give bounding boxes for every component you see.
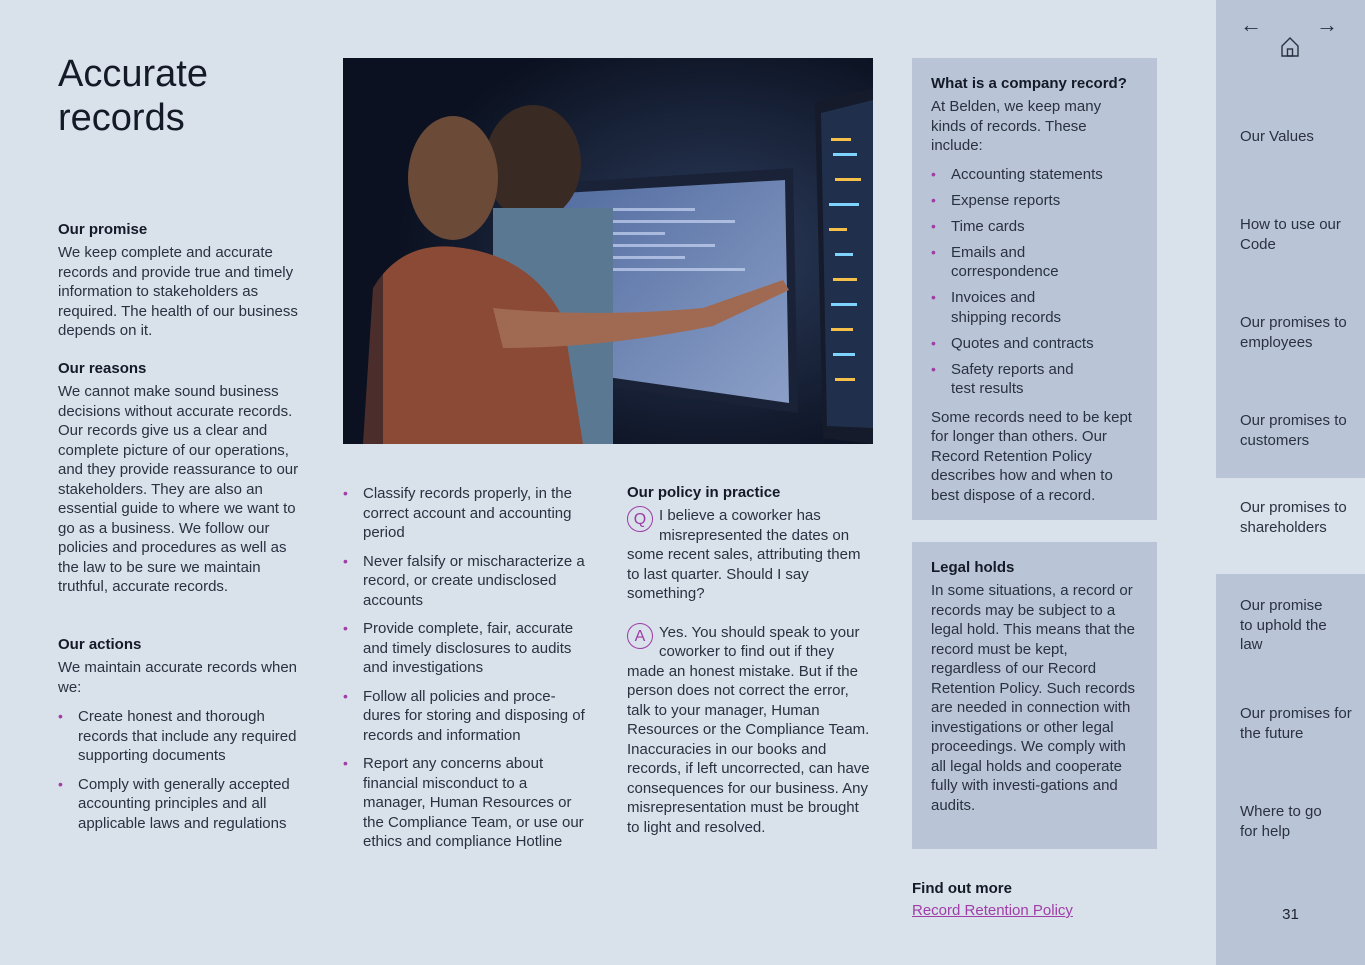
list-item: • Report any concerns about financial misconduct to a manager, Human Resources or the Compliance Team, or use our ethics and compliance Hotline [343, 754, 593, 852]
company-record-outro: Some records need to be kept for longer than others. Our Record Retention Policy describes how and when to best dispose of a record. [931, 408, 1132, 504]
sidebar-item-label: Our promise to uphold the law [1240, 597, 1327, 653]
list-item: • Emails and correspondence [931, 243, 1138, 282]
actions-list [58, 707, 310, 833]
find-out-more-heading: Find out more [912, 880, 1012, 897]
sidebar-item-promises-future[interactable] [1216, 704, 1365, 743]
sidebar-item-our-values[interactable] [1216, 127, 1365, 147]
answer-text: Yes. You should speak to your coworker to find out if they made an honest mistake. But if the person does not correct the error, talk to your manager, Human Resources or the Compliance Team. Inaccuracies in our books and records, if left uncorrected, can have consequences for our business. Any misrepresentation must be brought to light and resolved. [627, 623, 870, 836]
sidebar-item-label: Where to go for help [1240, 803, 1322, 840]
sidebar-item-label: Our promises to employees [1240, 314, 1347, 351]
list-item: • Expense reports [931, 191, 1138, 211]
list-item: • Classify records properly, in the correct account and accounting period [343, 484, 593, 543]
policy-practice-section [627, 483, 873, 837]
company-record-intro: At Belden, we keep many kinds of records. These include: [931, 98, 1102, 154]
promise-text: We keep complete and accurate records and provide true and timely information to stakeholders as required. The health of our business depends on it. [58, 244, 298, 339]
sidebar-item-promises-employees[interactable] [1216, 313, 1365, 352]
list-item: • Accounting statements [931, 165, 1138, 185]
page-title-line2: records [58, 97, 185, 139]
list-item: • Quotes and contracts [931, 334, 1138, 354]
list-item: • Provide complete, fair, accurate and timely disclosures to audits and investigations [343, 619, 593, 678]
sidebar-item-label: Our Values [1240, 128, 1314, 145]
actions-list-continued-section [343, 484, 593, 852]
sidebar-item-label: Our promises for the future [1240, 705, 1352, 742]
question-block [627, 506, 873, 604]
policy-practice-heading: Our policy in practice [627, 484, 781, 501]
home-icon-shape [1280, 36, 1300, 58]
find-out-more-section [912, 879, 1157, 920]
back-arrow-icon[interactable]: ← [1240, 12, 1262, 37]
page-title [58, 52, 208, 140]
sidebar-item-label: Our promises to shareholders [1240, 499, 1347, 536]
company-record-heading: What is a company record? [931, 75, 1127, 92]
actions-heading: Our actions [58, 636, 142, 653]
legal-holds-heading: Legal holds [931, 559, 1015, 576]
promise-heading: Our promise [58, 221, 148, 238]
sidebar-item-promises-customers[interactable] [1216, 411, 1365, 450]
home-icon[interactable] [1280, 36, 1300, 63]
actions-section [58, 635, 310, 833]
reasons-heading: Our reasons [58, 360, 147, 377]
list-item: • Create honest and thorough records that include any required supporting documents [58, 707, 310, 766]
list-item: • Follow all policies and proce-dures for storing and disposing of records and information [343, 687, 593, 746]
answer-block [627, 623, 873, 838]
sidebar-item-where-to-go-for-help[interactable] [1216, 802, 1365, 841]
page-number: 31 [1282, 906, 1299, 923]
question-text: I believe a coworker has misrepresented the dates on some recent sales, attributing them to last quarter. Should I say something? [627, 507, 861, 602]
company-record-box [912, 58, 1157, 520]
promise-section [58, 220, 310, 341]
list-item: • Invoices and shipping records [931, 288, 1138, 327]
list-item: • Never falsify or mischaracterize a record, or create undisclosed accounts [343, 552, 593, 611]
sidebar-item-label: How to use our Code [1240, 216, 1341, 253]
reasons-text: We cannot make sound business decisions without accurate records. Our records give us a clear and complete picture of our operations, and they provide reassurance to our stakeholders. They are also an essential guide to where we want to go as a business. We follow our policies and procedures as well as the law to be sure we maintain truthful, accurate records. [58, 383, 299, 595]
page-title-line1: Accurate [58, 53, 208, 95]
sidebar-item-promise-uphold-law[interactable] [1216, 596, 1365, 655]
record-retention-policy-link[interactable]: Record Retention Policy [912, 902, 1073, 919]
sidebar-item-label: Our promises to customers [1240, 412, 1347, 449]
legal-holds-box [912, 542, 1157, 849]
photo-coworkers-screen [343, 58, 873, 444]
company-record-list [931, 165, 1138, 399]
actions-intro: We maintain accurate records when we: [58, 659, 298, 696]
question-badge-icon: Q [627, 506, 653, 532]
reasons-section [58, 359, 310, 597]
legal-holds-text: In some situations, a record or records may be subject to a legal hold. This means that the record must be kept, regardless of our Record Retention Policy. Such records are needed in connection with investigations or other legal proceedings. We comply with all legal holds and cooperate fully with investi-gations and audits. [931, 582, 1136, 814]
list-item: • Comply with generally accepted accounting principles and all applicable laws and regulations [58, 775, 310, 834]
list-item: • Time cards [931, 217, 1138, 237]
sidebar-item-promises-shareholders[interactable] [1216, 478, 1365, 574]
list-item: • Safety reports and test results [931, 360, 1138, 399]
sidebar-item-how-to-use-our-code[interactable] [1216, 215, 1365, 254]
answer-badge-icon: A [627, 623, 653, 649]
sidebar-nav [1216, 0, 1365, 965]
forward-arrow-icon[interactable]: → [1316, 12, 1338, 37]
actions-list-continued [343, 484, 593, 852]
photo-illustration [343, 58, 873, 444]
